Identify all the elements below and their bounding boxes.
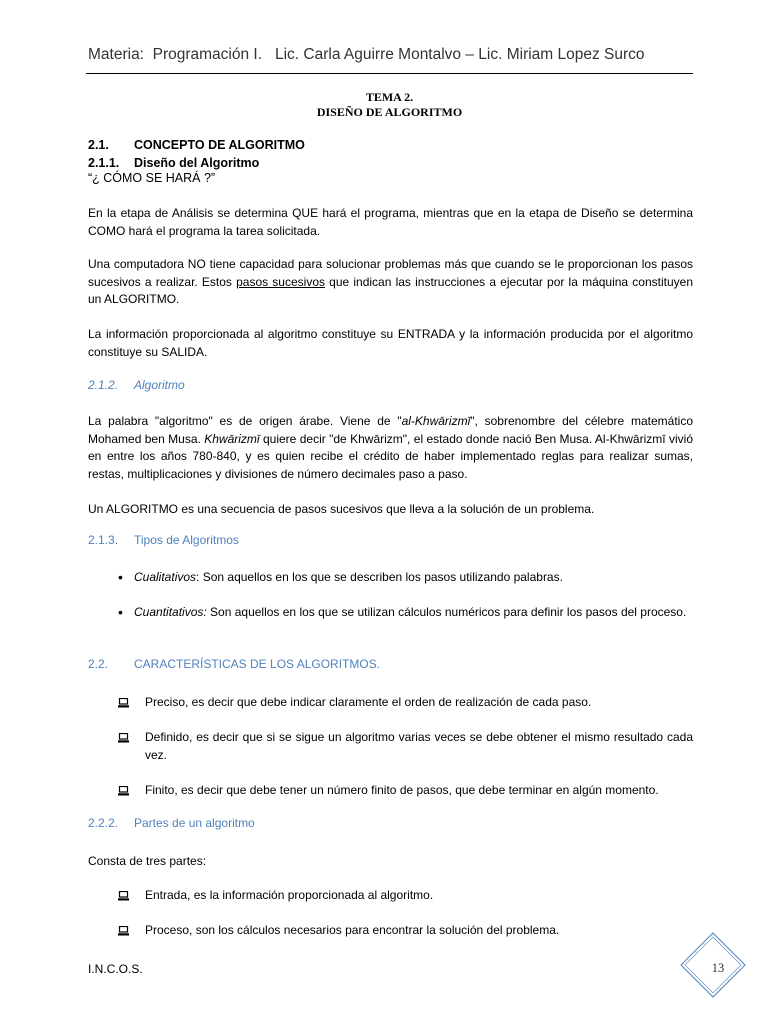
section-2-1-2-number — [88, 378, 118, 392]
computer-icon — [118, 891, 129, 901]
term-cuantitativos: Cuantitativos: — [134, 605, 207, 619]
paragraph-definition: Un ALGORITMO es una secuencia de pasos sucesivos que lleva a la solución de un problema. — [88, 502, 595, 516]
section-2-1-2-title — [134, 378, 185, 392]
paragraph-computer-steps — [88, 256, 693, 309]
definition-cuantitativos: Son aquellos en los que se utilizan cálculos numéricos para definir los pasos del proceso. — [206, 605, 687, 619]
p4-italic-word: Khwārizmī — [204, 431, 260, 446]
section-2-1-3-title: Tipos de Algoritmos — [134, 533, 239, 547]
section-2-1-2-number-text: 2.1.2. — [88, 378, 119, 392]
title-line-2: DISEÑO DE ALGORITMO — [316, 105, 463, 119]
section-2-1-number: 2.1. — [88, 138, 109, 152]
list-item-cuantitativos — [134, 604, 693, 622]
p4-part-c: ", sobrenombre del célebre matemático Mohamed ben Musa. — [88, 414, 693, 446]
footer-institution: I.N.C.O.S. — [88, 962, 143, 976]
list-item-definido: Definido, es decir que si se sigue un algoritmo varias veces se debe obtener el mismo resultado cada vez. — [145, 730, 693, 762]
computer-icon — [118, 786, 129, 796]
page-header — [88, 46, 688, 64]
list-item-finito: Finito, es decir que debe tener un número finito de pasos, que debe terminar en algún momento. — [145, 783, 659, 797]
bullet-dot: • — [118, 604, 123, 620]
document-title — [86, 90, 693, 120]
header-materia-value: Programación I. — [152, 46, 263, 63]
section-2-1-3-number: 2.1.3. — [88, 533, 119, 547]
page-number: 13 — [711, 961, 725, 975]
p2-text-after: que indican las instrucciones a ejecutar por la máquina constituyen un ALGORITMO. — [88, 274, 693, 306]
header-materia-label: Materia: — [88, 46, 144, 63]
paragraph-analysis-design: En la etapa de Análisis se determina QUE hará el programa, mientras que en la etapa de Diseño se determina COMO hará el programa la tarea solicitada. — [88, 206, 693, 238]
term-cualitativos: Cualitativos — [134, 570, 197, 584]
p4-part-a: La palabra "algoritmo" es de origen árabe. Viene de " — [88, 414, 402, 428]
section-2-1-1-title: Diseño del Algoritmo — [134, 156, 260, 170]
definition-cualitativos: Son aquellos en los que se describen los pasos utilizando palabras. — [199, 570, 563, 584]
computer-icon — [118, 733, 129, 743]
list-item-cualitativos — [134, 569, 693, 587]
p2-underlined-term: pasos sucesivos — [236, 274, 325, 289]
p2-text-before: Una computadora NO tiene capacidad para solucionar problemas más que cuando se le proporcionan los pasos sucesivos a realizar. Estos — [88, 257, 693, 289]
section-2-1-1-number: 2.1.1. — [88, 156, 120, 170]
title-line-1: TEMA 2. — [365, 90, 414, 104]
paragraph-three-parts: Consta de tres partes: — [88, 854, 207, 868]
p4-part-e: quiere decir "de Khwārizm", el estado donde nació Ben Musa. Al-Khwārizmī vivió en entre los años 780-840, y es quien recibe el crédito de haber implementado reglas para realizar sumas, restas, multiplicaciones y divisiones de número decimales paso a paso. — [88, 431, 693, 481]
header-rule — [86, 73, 693, 74]
section-2-1-title: CONCEPTO DE ALGORITMO — [134, 138, 305, 152]
section-2-2-2-title: Partes de un algoritmo — [134, 816, 255, 830]
paragraph-input-output: La información proporcionada al algoritmo constituye su ENTRADA y la información producida por el algoritmo constituye su SALIDA. — [88, 327, 693, 359]
paragraph-etymology — [88, 413, 693, 483]
list-item-proceso: Proceso, son los cálculos necesarios para encontrar la solución del problema. — [145, 923, 560, 937]
section-2-2-2-number: 2.2.2. — [88, 816, 119, 830]
design-question: “¿ CÓMO SE HARÁ ?” — [88, 171, 216, 185]
section-2-1-2-title-text: Algoritmo — [134, 378, 185, 392]
header-authors: Lic. Carla Aguirre Montalvo – Lic. Miriam Lopez Surco — [274, 46, 645, 63]
computer-icon — [118, 698, 129, 708]
section-2-2-title: CARACTERÍSTICAS DE LOS ALGORITMOS. — [134, 657, 381, 671]
computer-icon — [118, 926, 129, 936]
list-item-preciso: Preciso, es decir que debe indicar claramente el orden de realización de cada paso. — [145, 695, 592, 709]
p4-italic-name: al-Khwārizmī — [401, 414, 471, 428]
list-item-entrada: Entrada, es la información proporcionada al algoritmo. — [145, 888, 434, 902]
bullet-dot: • — [118, 569, 123, 585]
term-separator: : — [196, 570, 200, 584]
section-2-2-number: 2.2. — [88, 657, 109, 671]
